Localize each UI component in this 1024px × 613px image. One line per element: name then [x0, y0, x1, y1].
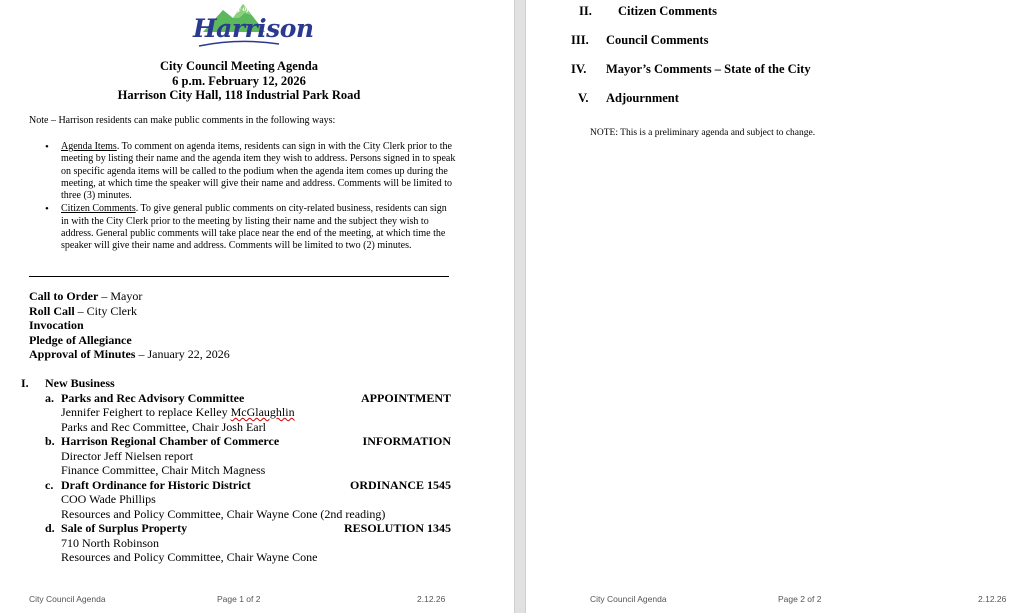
agenda-datetime: 6 p.m. February 12, 2026: [172, 73, 306, 88]
agenda-item-b: [21, 434, 451, 478]
section-row: [571, 91, 991, 120]
public-comment-note: Note – Harrison residents can make public comments in the following ways:: [29, 115, 336, 126]
opening-item-title: Invocation: [29, 318, 84, 333]
opening-item-detail: – City Clerk: [74, 303, 138, 318]
item-header: [61, 434, 451, 449]
item-line: 710 North Robinson: [61, 535, 160, 550]
preliminary-note: NOTE: This is a preliminary agenda and subject to change.: [590, 128, 816, 138]
item-header: [61, 391, 451, 406]
footer-date: 2.12.26: [417, 594, 446, 604]
opening-item: [29, 304, 230, 319]
item-title: Sale of Surplus Property: [61, 521, 188, 535]
item-letter: a.: [45, 390, 54, 405]
agenda-location: Harrison City Hall, 118 Industrial Park Road: [117, 88, 361, 102]
agenda-title: City Council Meeting Agenda: [160, 59, 318, 73]
item-type: RESOLUTION 1345: [343, 521, 451, 535]
item-line: Parks and Rec Committee, Chair Josh Earl: [61, 419, 266, 434]
opening-item-title: Call to Order: [29, 289, 99, 303]
agenda-item-a: [21, 391, 451, 435]
page-gutter: [514, 0, 526, 613]
opening-items: [29, 289, 230, 362]
item-title: Parks and Rec Advisory Committee: [61, 390, 245, 405]
section-row: [571, 62, 991, 91]
footer-left: City Council Agenda: [29, 594, 106, 604]
section-title: Mayor’s Comments – State of the City: [606, 62, 811, 76]
comment-methods-list: [61, 141, 456, 254]
section-row: [571, 33, 991, 62]
item-type: INFORMATION: [362, 434, 451, 448]
divider: [29, 276, 449, 277]
item-letter: b.: [45, 434, 55, 448]
item-line: Finance Committee, Chair Mitch Magness: [61, 463, 266, 477]
bullet-text: . To comment on agenda items, residents can sign in with the City Clerk prior to the meeting by listing their name and the agenda item they wish to address. Persons signed in to speak on specific agenda items will be called to the podium when the agenda item comes up during the meeting, at which time the speaker will give their name and address. Comments will be limited to three (3) minutes.: [61, 141, 456, 202]
footer-page-number: Page 1 of 2: [217, 594, 261, 604]
footer-left: City Council Agenda: [590, 594, 667, 604]
section-title: Council Comments: [606, 33, 709, 47]
opening-item-title: Approval of Minutes: [29, 347, 136, 362]
opening-item-title: Pledge of Allegiance: [29, 332, 132, 347]
agenda-item-c: [21, 478, 451, 522]
logo-name: Harrison: [193, 14, 314, 43]
item-line: COO Wade Phillips: [61, 492, 156, 506]
opening-item: [29, 289, 230, 304]
opening-item: [29, 333, 230, 348]
document-page-2: [526, 0, 1024, 613]
agenda-title-block: [60, 59, 418, 103]
item-letter: c.: [45, 477, 54, 492]
remaining-sections: [571, 4, 991, 120]
section-number: IV.: [571, 62, 587, 76]
section-number: II.: [579, 4, 592, 18]
bullet-text: . To give general public comments on city-related business, residents can sign in with the City Clerk prior to the meeting by listing their name and the subject they wish to address. General public comments will take place near the end of the meeting, at which time the speaker will give their name and address. Comments will be limited to two (2) minutes.: [61, 203, 447, 252]
item-header: [61, 521, 451, 536]
bullet-label: Citizen Comments: [61, 203, 136, 215]
section-number: V.: [578, 91, 589, 105]
section-new-business: [21, 376, 451, 565]
item-letter: d.: [45, 521, 55, 535]
item-line-text: Jennifer Feighert to replace Kelley: [61, 405, 231, 419]
list-item: [61, 203, 456, 252]
item-title: Draft Ordinance for Historic District: [61, 477, 251, 492]
item-line: Resources and Policy Committee, Chair Wayne Cone: [61, 550, 318, 564]
opening-item: [29, 318, 230, 333]
opening-item-detail: – January 22, 2026: [135, 347, 230, 362]
item-line: Director Jeff Nielsen report: [61, 448, 194, 463]
section-number: I.: [21, 376, 29, 390]
agenda-item-d: [21, 521, 451, 565]
section-heading: [21, 376, 451, 391]
section-title: Adjournment: [606, 91, 679, 105]
footer-page-number: Page 2 of 2: [778, 594, 822, 604]
section-title: Citizen Comments: [618, 4, 717, 18]
footer-date: 2.12.26: [978, 594, 1007, 604]
spellcheck-flagged-word[interactable]: McGlaughlin: [230, 405, 295, 419]
item-type: ORDINANCE 1545: [349, 477, 451, 492]
opening-item-title: Roll Call: [29, 303, 75, 318]
harrison-logo: [193, 2, 314, 50]
section-number: III.: [571, 33, 589, 47]
item-header: [61, 478, 451, 493]
section-title: New Business: [45, 376, 115, 390]
bullet-label: Agenda Items: [61, 141, 117, 152]
opening-item-detail: – Mayor: [98, 289, 143, 303]
item-title: Harrison Regional Chamber of Commerce: [61, 434, 280, 448]
item-line: [61, 405, 451, 420]
section-row: [571, 4, 991, 33]
list-item: [61, 141, 456, 202]
logo-city-of: City of: [227, 6, 249, 13]
item-type: APPOINTMENT: [361, 390, 451, 405]
item-line: Resources and Policy Committee, Chair Wayne Cone (2nd reading): [61, 506, 386, 521]
opening-item: [29, 347, 230, 362]
